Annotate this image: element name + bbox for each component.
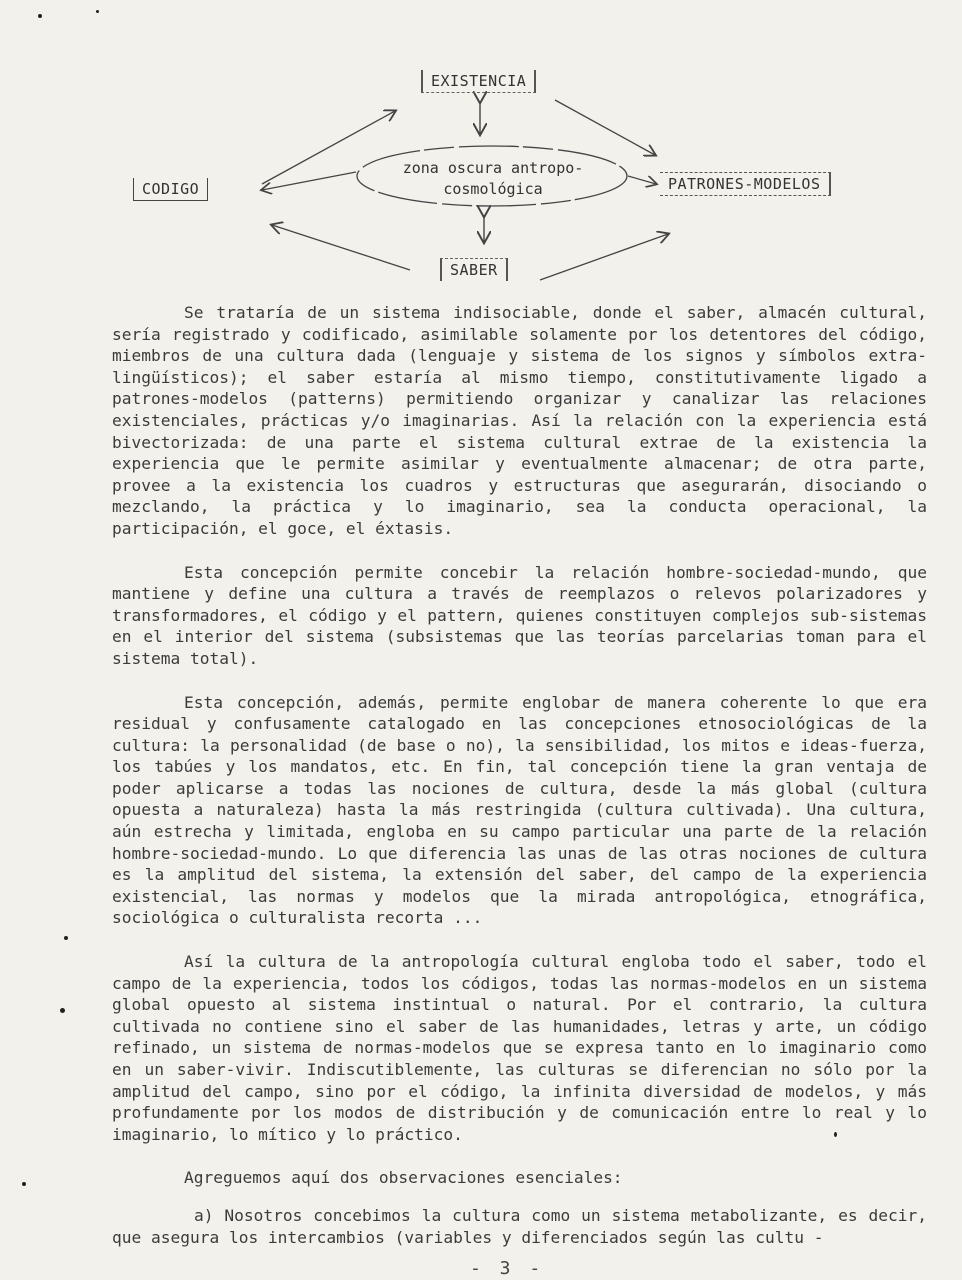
paragraph-1-text: Se trataría de un sistema indisociable, donde el saber, almacén cultural, sería registrado y codificado, asimilable solamente por los detentores del código, miembros de una cultura dada (lenguaje y sistema de los signos y símbolos extra-lingüísticos); el saber estaría al mismo tiempo, constitutivamente ligado a patrones-modelos (patterns) permitiendo organizar y canalizar las relaciones existenciales, prácticas y/o imaginarias. Así la relación con la experiencia está bivectorizada: de una parte el sistema cultural extrae de la existencia la experiencia que le permite asimilar y eventualmente almacenar; de otra parte, provee a la existencia los cuadros y estructuras que asegurarán, disociando o mezclando, la práctica y lo imaginario, sea la conducta operacional, la participación, el goce, el éxtasis.: [112, 303, 927, 538]
zona-line-1: zona oscura antropo-: [402, 159, 584, 177]
dust-speck: [38, 14, 42, 18]
arrow-zona-patrones: [628, 176, 656, 184]
body-text: [112, 302, 927, 1248]
dust-speck: [64, 936, 68, 940]
dust-speck: [22, 1182, 26, 1186]
existencia-box: EXISTENCIA: [421, 70, 536, 93]
paragraph-3-text: Esta concepción, además, permite englobar de manera coherente lo que era residual y confusamente catalogado en las concepciones etnosociológicas de la cultura: la personalidad (de base o no), la sensibilidad, los mitos e ideas-fuerza, los tabúes y los mandatos, etc. En fin, tal concepción tiene la gran ventaja de poder aplicarse a todas las nociones de cultura, desde la más global (cultura opuesta a naturaleza) hasta la más restringida (cultura cultivada). Una cultura, aún estrecha y limitada, engloba en su campo particular una parte de la relación hombre-sociedad-mundo. Lo que diferencia las unas de las otras nociones de cultura es la amplitud del sistema, la extensión del saber, del campo de la experiencia existencial, las normas y modelos que la mirada antropológica, etnográfica, sociológica o culturalista recorta ...: [112, 692, 927, 928]
arrow-existencia-patrones: [555, 100, 655, 155]
culture-system-diagram: [0, 0, 962, 300]
zona-line-2: cosmológica: [443, 180, 543, 198]
paragraph-6: [112, 1205, 927, 1248]
paragraph-2-text: Esta concepción permite concebir la relación hombre-sociedad-mundo, que mantiene y define una cultura a través de reemplazos o relevos polarizadores y transformadores, el código y el pattern, quienes constituyen complejos sub-sistemas en el interior del sistema (subsistemas que las teorías parcelarias toman para el sistema total).: [112, 562, 927, 668]
arrow-saber-patrones: [540, 234, 668, 280]
dust-speck: [834, 1132, 837, 1137]
paragraph-3: [112, 692, 927, 930]
zona-oscura-label: [378, 158, 608, 200]
paragraph-6-text: a) Nosotros concebimos la cultura como un sistema metabolizante, es decir, que asegura los intercambios (variables y diferenciados según las cultu -: [112, 1205, 927, 1247]
saber-box: SABER: [440, 258, 508, 281]
paragraph-4: [112, 951, 927, 1145]
arrow-zona-codigo: [262, 172, 356, 190]
paragraph-2: [112, 562, 927, 670]
paragraph-5-text: Agreguemos aquí dos observaciones esenciales:: [184, 1168, 623, 1188]
dust-speck: [96, 10, 99, 13]
codigo-box: CODIGO: [133, 178, 208, 201]
arrow-saber-codigo: [272, 225, 410, 270]
paragraph-5: [112, 1167, 927, 1189]
paragraph-4-text: Así la cultura de la antropología cultural engloba todo el saber, todo el campo de la experiencia, todos los códigos, todas las normas-modelos en un sistema global opuesto al sistema instintual o natural. Por el contrario, la cultura cultivada no contiene sino el saber de las humanidades, letras y arte, un código refinado, un sistema de normas-modelos que se expresa tanto en lo imaginario como en un saber-vivir. Indiscutiblemente, las culturas se diferencian no sólo por la amplitud del campo, sino por el código, la infinita diversidad de modelos, y más profundamente por los modos de distribución y de comunicación entre lo real y lo imaginario, lo mítico y lo práctico.: [112, 952, 927, 1144]
diagram-arrows: [0, 0, 962, 300]
paragraph-1: [112, 302, 927, 540]
arrow-codigo-existencia: [262, 111, 395, 184]
dust-speck: [60, 1008, 65, 1013]
patrones-modelos-box: PATRONES-MODELOS: [660, 172, 831, 196]
page-number: - 3 -: [470, 1258, 545, 1279]
